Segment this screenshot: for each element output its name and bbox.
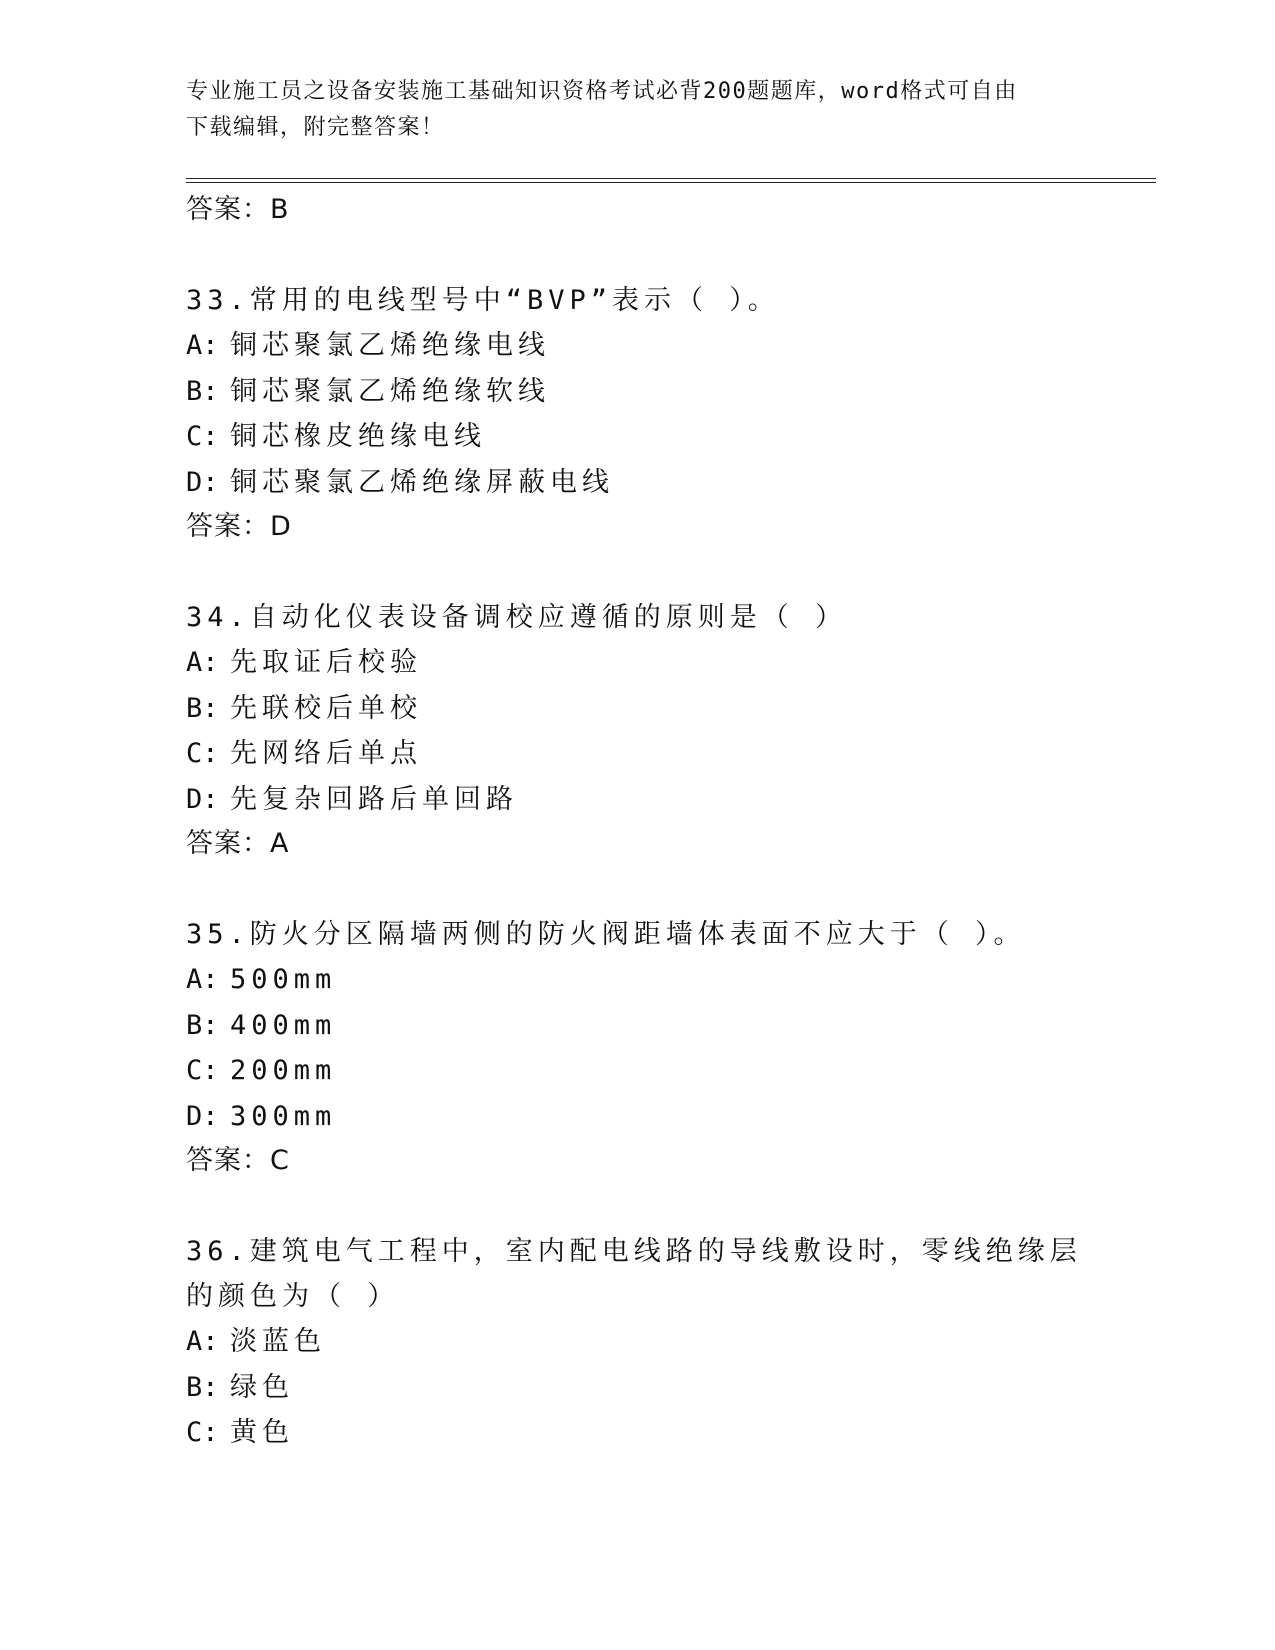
option-key: C: <box>186 1417 219 1448</box>
header-title-line-1: 专业施工员之设备安装施工基础知识资格考试必背200题题库，word格式可自由 <box>186 79 1018 104</box>
option-c <box>186 731 1086 777</box>
option-d <box>186 460 1086 506</box>
header-divider-top <box>186 178 1156 179</box>
option-text: 铜芯聚氯乙烯绝缘软线 <box>230 375 550 407</box>
option-text: 先网络后单点 <box>230 738 422 769</box>
option-key: D: <box>186 1100 219 1132</box>
option-a <box>186 323 1086 369</box>
option-key: C: <box>186 738 219 769</box>
option-text: 先复杂回路后单回路 <box>230 783 518 815</box>
option-text: 淡蓝色 <box>230 1326 326 1357</box>
option-key: B: <box>186 1009 219 1041</box>
option-key: A: <box>186 330 219 361</box>
option-text: 200mm <box>230 1055 337 1086</box>
question-35 <box>186 912 1086 1183</box>
question-list <box>186 188 1086 1456</box>
header-divider-bottom <box>186 182 1156 183</box>
option-text: 300mm <box>230 1100 337 1132</box>
option-text: 先联校后单校 <box>230 692 422 724</box>
question-34 <box>186 595 1086 866</box>
option-text: 先取证后校验 <box>230 647 422 678</box>
answer-line: 答案：D <box>186 511 292 542</box>
option-key: B: <box>186 375 219 407</box>
option-d <box>186 1094 1086 1140</box>
document-header <box>186 74 1066 146</box>
option-c <box>186 1410 1086 1456</box>
option-d <box>186 777 1086 823</box>
option-key: C: <box>186 421 219 452</box>
option-key: C: <box>186 1055 219 1086</box>
question-36 <box>186 1229 1086 1456</box>
option-a <box>186 1319 1086 1365</box>
option-b <box>186 686 1086 732</box>
question-stem: 33.常用的电线型号中“BVP”表示（ ）。 <box>186 285 780 316</box>
option-b <box>186 369 1086 415</box>
option-key: A: <box>186 1326 219 1357</box>
option-text: 铜芯橡皮绝缘电线 <box>230 421 486 452</box>
option-key: D: <box>186 783 219 815</box>
header-title-line-2: 下载编辑，附完整答案！ <box>186 115 445 140</box>
option-key: A: <box>186 964 219 995</box>
option-text: 绿色 <box>230 1371 294 1403</box>
option-text: 黄色 <box>230 1417 294 1448</box>
option-key: B: <box>186 1371 219 1403</box>
option-b <box>186 1365 1086 1411</box>
option-text: 500mm <box>230 964 337 995</box>
question-33 <box>186 278 1086 549</box>
previous-answer: 答案：B <box>186 194 290 225</box>
option-c <box>186 1048 1086 1094</box>
question-stem: 36.建筑电气工程中，室内配电线路的导线敷设时，零线绝缘层的颜色为（ ） <box>186 1236 1082 1312</box>
option-a <box>186 640 1086 686</box>
option-c <box>186 414 1086 460</box>
option-a <box>186 957 1086 1003</box>
option-key: B: <box>186 692 219 724</box>
option-key: D: <box>186 466 219 498</box>
option-b <box>186 1003 1086 1049</box>
question-stem: 34.自动化仪表设备调校应遵循的原则是（ ） <box>186 602 848 633</box>
answer-line: 答案：C <box>186 1145 290 1176</box>
answer-line: 答案：A <box>186 828 290 859</box>
option-key: A: <box>186 647 219 678</box>
question-stem: 35.防火分区隔墙两侧的防火阀距墙体表面不应大于（ ）。 <box>186 919 1026 950</box>
option-text: 铜芯聚氯乙烯绝缘屏蔽电线 <box>230 466 614 498</box>
option-text: 铜芯聚氯乙烯绝缘电线 <box>230 330 550 361</box>
option-text: 400mm <box>230 1009 337 1041</box>
